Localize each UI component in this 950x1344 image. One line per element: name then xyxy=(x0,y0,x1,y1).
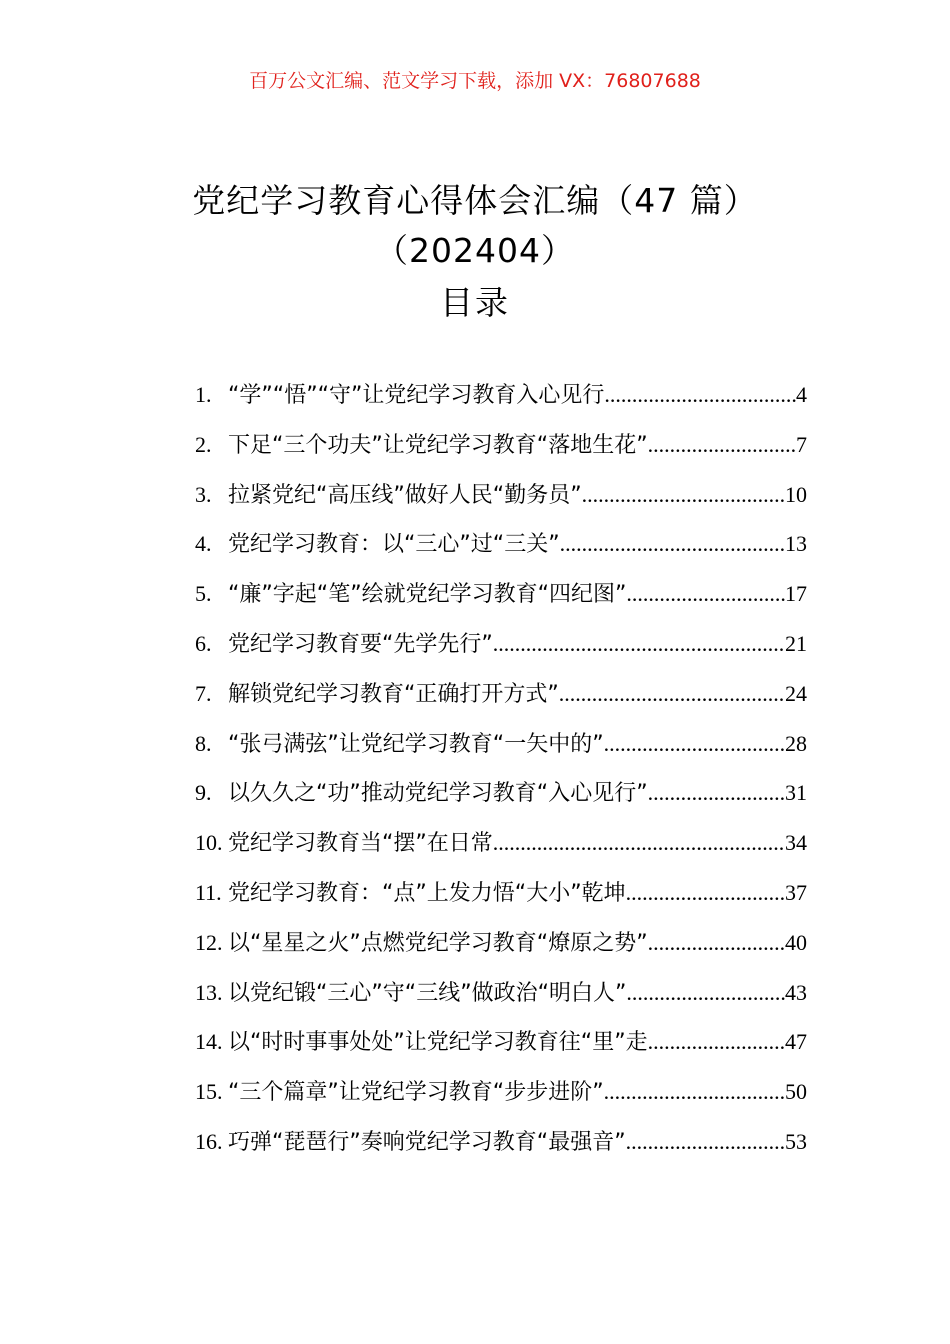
toc-entry-number: 4. xyxy=(195,531,212,557)
toc-leader-dots xyxy=(626,880,785,906)
toc-entry-page: 24 xyxy=(785,680,807,706)
toc-entry[interactable] xyxy=(195,727,807,777)
toc-entry-number: 6. xyxy=(195,630,212,656)
toc-entry[interactable] xyxy=(195,826,807,876)
toc-entry-title: “张弓满弦”让党纪学习教育“一矢中的” xyxy=(228,731,604,757)
toc-leader-dots xyxy=(582,482,785,508)
toc-leader-dots xyxy=(604,1079,785,1105)
toc-leader-dots xyxy=(604,382,796,408)
toc-entry-page: 31 xyxy=(785,780,807,806)
toc-entry-title: 拉紧党纪“高压线”做好人民“勤务员” xyxy=(228,482,582,508)
toc-entry[interactable] xyxy=(195,926,807,976)
toc-entry-page: 53 xyxy=(785,1128,807,1154)
toc-entry-title: 解锁党纪学习教育“正确打开方式” xyxy=(228,681,559,707)
toc-entry-number: 8. xyxy=(195,730,212,756)
toc-heading: 目录 xyxy=(440,283,510,322)
toc-entry-page: 7 xyxy=(796,431,807,457)
toc-entry-page: 10 xyxy=(785,481,807,507)
toc-entry-number: 5. xyxy=(195,581,212,607)
toc-entry-title: 下足“三个功夫”让党纪学习教育“落地生花” xyxy=(228,432,648,458)
toc-leader-dots xyxy=(648,1029,785,1055)
toc-entry[interactable] xyxy=(195,876,807,926)
toc-entry-number: 12. xyxy=(195,929,223,955)
toc-leader-dots xyxy=(648,930,785,956)
toc-entry-page: 50 xyxy=(785,1079,807,1105)
toc-entry-number: 2. xyxy=(195,431,212,457)
toc-entry[interactable] xyxy=(195,1075,807,1125)
toc-entry-page: 17 xyxy=(785,581,807,607)
toc-entry-title: 以“时时事事处处”让党纪学习教育往“里”走 xyxy=(228,1030,648,1056)
toc-entry[interactable] xyxy=(195,1125,807,1175)
toc-leader-dots xyxy=(604,731,785,757)
toc-entry[interactable] xyxy=(195,976,807,1026)
table-of-contents xyxy=(195,378,807,1175)
toc-leader-dots xyxy=(560,531,785,557)
toc-leader-dots xyxy=(626,1129,785,1155)
toc-entry-number: 16. xyxy=(195,1128,223,1154)
toc-entry-title: 以久久之“功”推动党纪学习教育“入心见行” xyxy=(228,781,648,807)
toc-leader-dots xyxy=(493,830,785,856)
toc-entry-title: 以“星星之火”点燃党纪学习教育“燎原之势” xyxy=(228,930,648,956)
toc-entry-title: 巧弹“琵琶行”奏响党纪学习教育“最强音” xyxy=(228,1129,626,1155)
toc-entry-page: 34 xyxy=(785,830,807,856)
toc-entry[interactable] xyxy=(195,1025,807,1075)
header-contact-note: 百万公文汇编、范文学习下载，添加 VX：76807688 xyxy=(249,70,701,92)
toc-entry[interactable] xyxy=(195,428,807,478)
toc-entry-title: 以党纪锻“三心”守“三线”做政治“明白人” xyxy=(228,980,627,1006)
toc-leader-dots xyxy=(648,780,785,806)
toc-entry-page: 4 xyxy=(796,382,807,407)
document-title: 党纪学习教育心得体会汇编（47 篇）（202404） xyxy=(192,181,758,270)
toc-entry-number: 3. xyxy=(195,481,212,507)
toc-leader-dots xyxy=(626,581,785,607)
toc-entry-page: 28 xyxy=(785,730,807,756)
toc-entry-page: 13 xyxy=(785,531,807,557)
toc-entry[interactable] xyxy=(195,577,807,627)
toc-entry-title: “三个篇章”让党纪学习教育“步步进阶” xyxy=(228,1080,604,1106)
toc-leader-dots xyxy=(626,980,785,1006)
toc-entry-title: 党纪学习教育要“先学先行” xyxy=(228,631,493,657)
toc-entry-page: 43 xyxy=(785,979,807,1005)
toc-entry-number: 7. xyxy=(195,680,212,706)
toc-entry-title: 党纪学习教育：“点”上发力悟“大小”乾坤 xyxy=(228,880,626,906)
toc-leader-dots xyxy=(493,631,785,657)
toc-entry[interactable] xyxy=(195,478,807,528)
toc-entry-title: 党纪学习教育：以“三心”过“三关” xyxy=(228,532,560,558)
toc-entry-number: 14. xyxy=(195,1029,223,1055)
toc-leader-dots xyxy=(648,432,796,458)
toc-entry-page: 21 xyxy=(785,630,807,656)
toc-entry[interactable] xyxy=(195,378,807,428)
toc-entry[interactable] xyxy=(195,677,807,727)
toc-entry[interactable] xyxy=(195,627,807,677)
toc-entry-number: 9. xyxy=(195,780,212,806)
toc-entry-number: 1. xyxy=(195,382,212,407)
toc-entry[interactable] xyxy=(195,776,807,826)
toc-entry-page: 47 xyxy=(785,1029,807,1055)
toc-entry[interactable] xyxy=(195,527,807,577)
toc-entry-page: 40 xyxy=(785,929,807,955)
toc-leader-dots xyxy=(559,681,785,707)
toc-entry-number: 15. xyxy=(195,1079,223,1105)
toc-entry-page: 37 xyxy=(785,879,807,905)
toc-entry-title: “学”“悟”“守”让党纪学习教育入心见行 xyxy=(228,383,605,408)
toc-entry-title: “廉”字起“笔”绘就党纪学习教育“四纪图” xyxy=(228,582,627,608)
toc-entry-number: 13. xyxy=(195,979,223,1005)
toc-entry-title: 党纪学习教育当“摆”在日常 xyxy=(228,831,493,857)
toc-entry-number: 10. xyxy=(195,830,223,856)
toc-entry-number: 11. xyxy=(195,879,222,905)
